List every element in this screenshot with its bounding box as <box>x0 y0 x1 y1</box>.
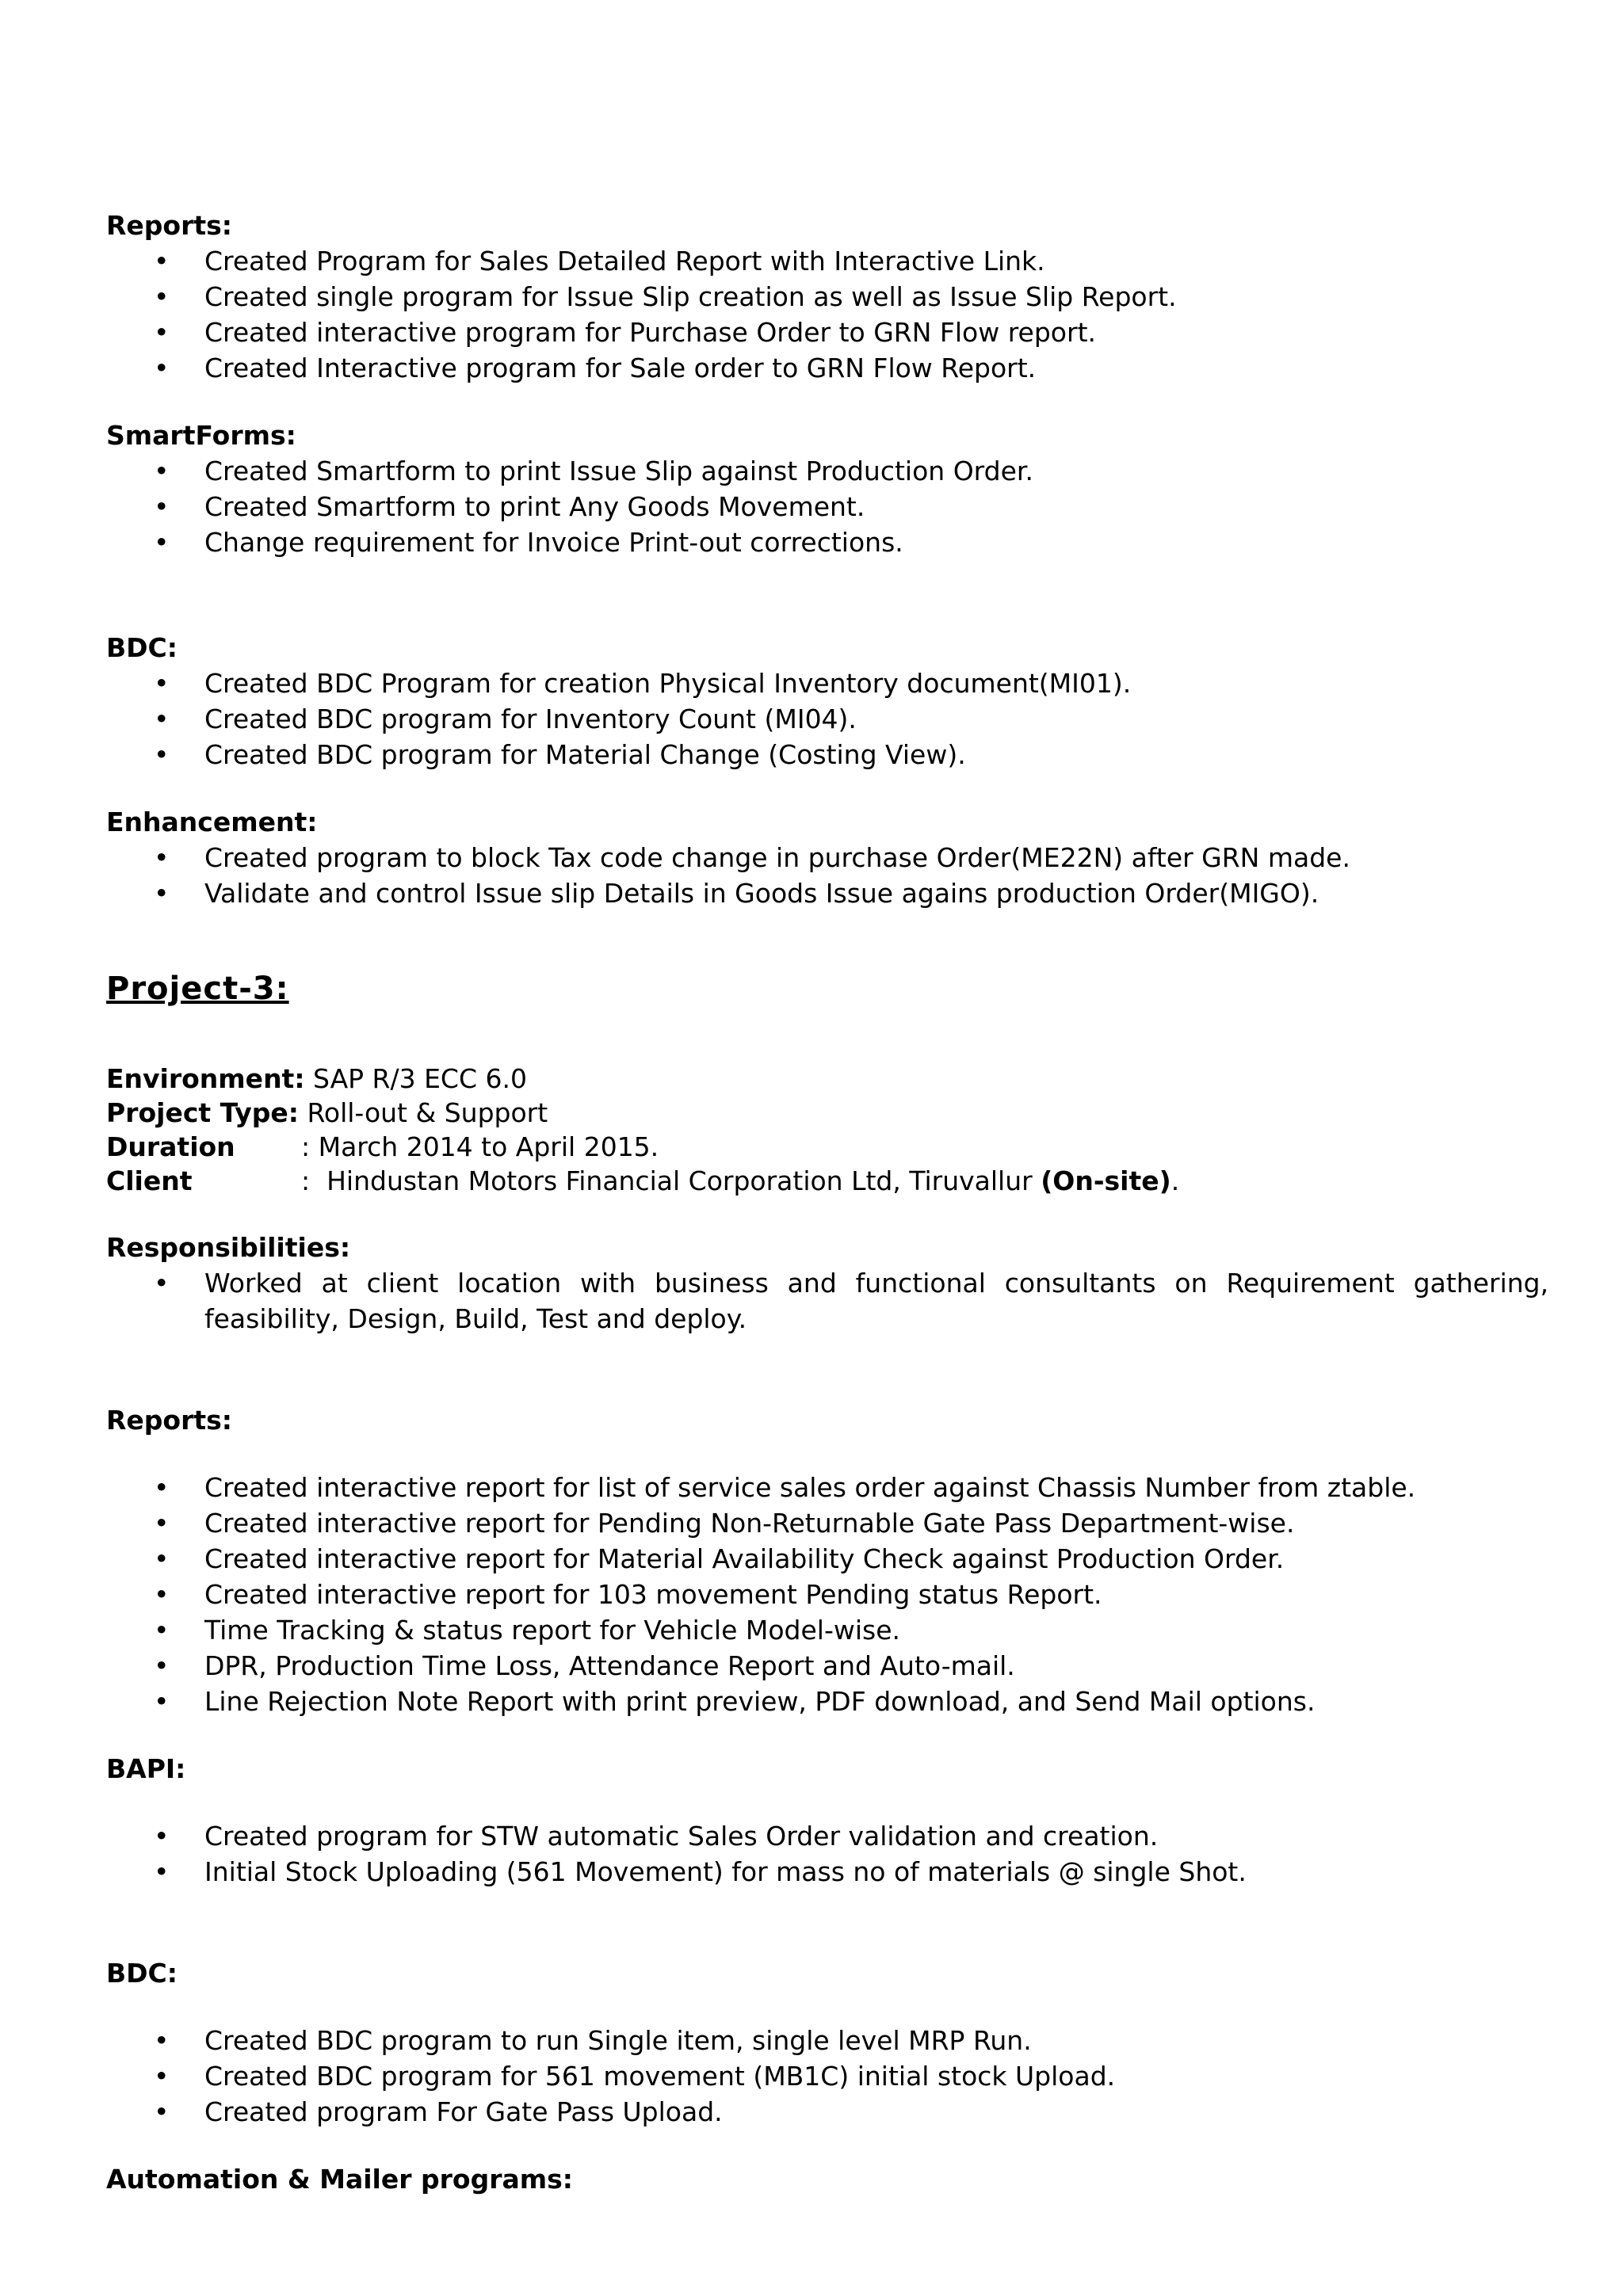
list-item: • Created Interactive program for Sale order to GRN Flow Report. <box>106 350 1549 386</box>
enhancement-heading: Enhancement: <box>106 807 318 837</box>
client-value: : Hindustan Motors Financial Corporation Ltd, Tiruvallur <box>301 1165 1041 1196</box>
reports-heading: Reports: <box>106 210 232 241</box>
environment-label: Environment: <box>106 1063 305 1094</box>
list-item: • Created interactive report for list of service sales order against Chassis Number from ztable. <box>106 1470 1549 1505</box>
enhancement-list <box>106 840 1549 911</box>
bdc-list <box>106 2023 1549 2130</box>
bdc-heading: BDC: <box>106 1958 178 1989</box>
list-item: • Created program For Gate Pass Upload. <box>106 2094 1549 2130</box>
list-item: • Created interactive report for Pending Non-Returnable Gate Pass Department-wise. <box>106 1505 1549 1541</box>
list-item: • Created BDC program for 561 movement (MB1C) initial stock Upload. <box>106 2058 1549 2094</box>
client-end: . <box>1170 1165 1180 1196</box>
reports-list <box>106 1470 1549 1719</box>
duration-label: Duration <box>106 1131 235 1162</box>
list-item: • Time Tracking & status report for Vehicle Model-wise. <box>106 1612 1549 1648</box>
environment-row <box>106 1062 1549 1096</box>
bapi-heading: BAPI: <box>106 1753 186 1784</box>
responsibilities-list <box>106 1265 1549 1337</box>
reports-heading: Reports: <box>106 1405 232 1436</box>
list-item: • Created BDC program for Inventory Count (MI04). <box>106 701 1549 737</box>
list-item: • Created single program for Issue Slip creation as well as Issue Slip Report. <box>106 279 1549 315</box>
list-item: • Validate and control Issue slip Details in Goods Issue agains production Order(MIGO). <box>106 875 1549 911</box>
smartforms-list <box>106 453 1549 560</box>
list-item: • Change requirement for Invoice Print-out corrections. <box>106 524 1549 560</box>
list-item: • Worked at client location with business and functional consultants on Requirement gathering, feasibility, Design, Build, Test and deploy. <box>106 1265 1549 1337</box>
project-type-label: Project Type: <box>106 1097 299 1128</box>
client-site: (On-site) <box>1041 1165 1171 1196</box>
environment-value: SAP R/3 ECC 6.0 <box>304 1063 527 1094</box>
list-item: • Created BDC program to run Single item, single level MRP Run. <box>106 2023 1549 2058</box>
resume-page <box>106 208 1549 2197</box>
duration-row <box>106 1130 1549 1164</box>
list-item: • Created Smartform to print Issue Slip against Production Order. <box>106 453 1549 489</box>
list-item: • Created interactive report for 103 movement Pending status Report. <box>106 1577 1549 1612</box>
list-item: • Line Rejection Note Report with print preview, PDF download, and Send Mail options. <box>106 1684 1549 1719</box>
list-item: • Created program to block Tax code change in purchase Order(ME22N) after GRN made. <box>106 840 1549 875</box>
duration-value: : March 2014 to April 2015. <box>301 1131 659 1162</box>
reports-list <box>106 243 1549 386</box>
responsibilities-heading: Responsibilities: <box>106 1232 351 1263</box>
list-item: • Created BDC program for Material Change (Costing View). <box>106 737 1549 772</box>
list-item: • Initial Stock Uploading (561 Movement) for mass no of materials @ single Shot. <box>106 1854 1549 1890</box>
automation-heading: Automation & Mailer programs: <box>106 2164 573 2195</box>
client-label: Client <box>106 1165 193 1196</box>
project-type-row <box>106 1096 1549 1130</box>
list-item: • Created program for STW automatic Sales Order validation and creation. <box>106 1818 1549 1854</box>
project-type-value: Roll-out & Support <box>298 1097 548 1128</box>
list-item: • Created interactive report for Material Availability Check against Production Order. <box>106 1541 1549 1577</box>
list-item: • DPR, Production Time Loss, Attendance Report and Auto-mail. <box>106 1648 1549 1684</box>
bapi-list <box>106 1818 1549 1890</box>
smartforms-heading: SmartForms: <box>106 420 296 451</box>
list-item: • Created BDC Program for creation Physical Inventory document(MI01). <box>106 666 1549 701</box>
project-title: Project-3: <box>106 971 289 1007</box>
bdc-list <box>106 666 1549 772</box>
list-item: • Created Program for Sales Detailed Report with Interactive Link. <box>106 243 1549 279</box>
client-row <box>106 1164 1549 1198</box>
list-item: • Created Smartform to print Any Goods Movement. <box>106 489 1549 524</box>
bdc-heading: BDC: <box>106 632 178 663</box>
list-item: • Created interactive program for Purchase Order to GRN Flow report. <box>106 315 1549 350</box>
